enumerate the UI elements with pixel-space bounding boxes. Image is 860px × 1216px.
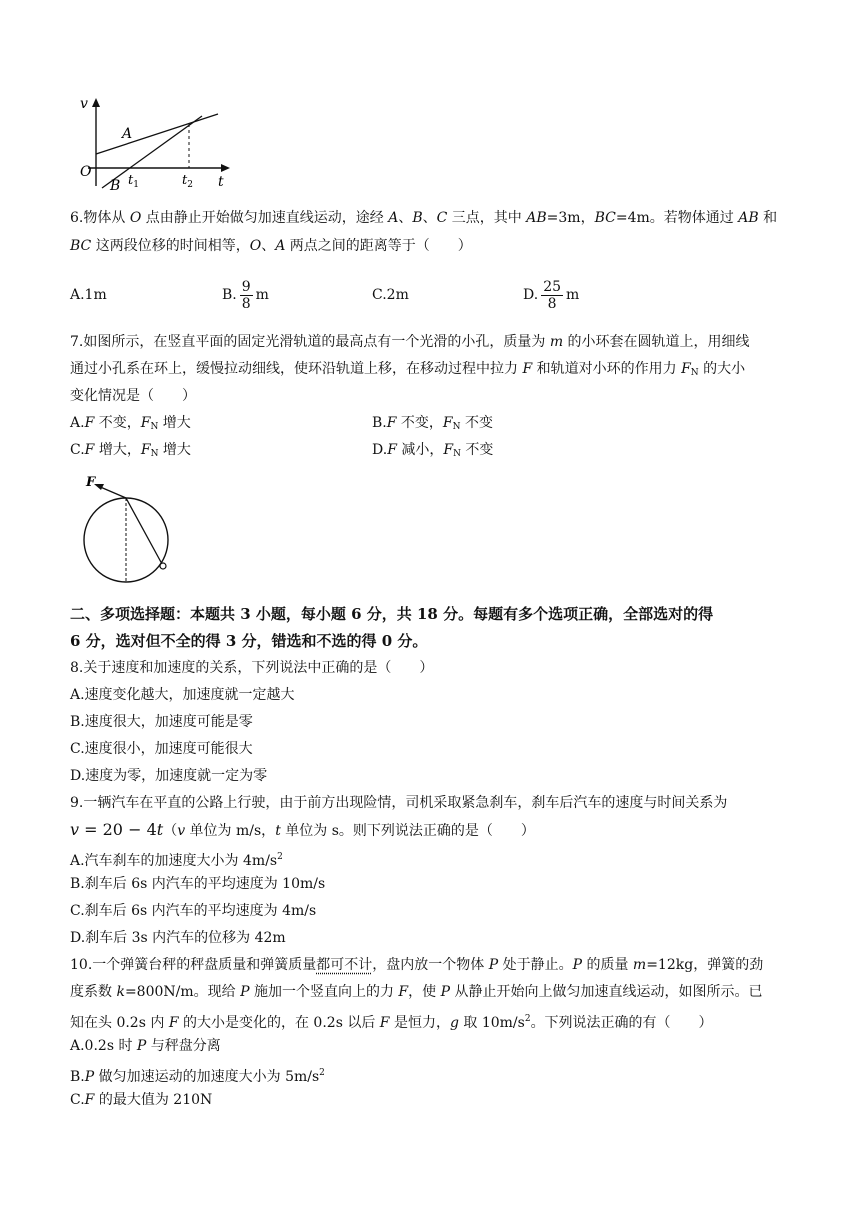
q7-option-a: A.F 不变，$F_N$ 增大	[70, 415, 191, 432]
q7-line-3: 变化情况是（ ）	[70, 388, 196, 404]
line-B-label: B	[110, 178, 121, 192]
q7-option-b: B.F 不变，$F_N$ 不变	[372, 415, 493, 432]
force-F-label: F	[86, 475, 96, 490]
q6-line-1: 6.物体从 O 点由静止开始做匀加速直线运动，途经 A、B、C 三点，其中 AB=3m，BC=4m。若物体通过 AB 和	[70, 210, 778, 226]
q8-option-b: B.速度很大，加速度可能是零	[70, 714, 253, 730]
q10-option-c: C.F 的最大值为 210N	[70, 1092, 213, 1108]
q9-line-1: 9.一辆汽车在平直的公路上行驶，由于前方出现险情，司机采取紧急刹车，刹车后汽车的速度与时间关系为	[70, 795, 728, 811]
q9-option-a: A.汽车刹车的加速度大小为 $4m/s^2$	[70, 852, 283, 869]
q6-option-c: C.2m	[372, 287, 409, 303]
q6-option-a: A.1m	[70, 287, 107, 303]
q8-option-a: A.速度变化越大，加速度就一定越大	[70, 687, 295, 703]
q10-line-1: 10.一个弹簧台秤的秤盘质量和弹簧质量都可不计，盘内放一个物体 P 处于静止。P 的质量 m=12kg，弹簧的劲	[70, 957, 764, 973]
line-A-label: A	[122, 126, 133, 142]
section-2-heading-line-2: 6 分，选对但不全的得 3 分，错选和不选的得 0 分。	[70, 632, 428, 650]
fraction-25-8: $\frac{25}{8}$	[543, 278, 562, 312]
small-ring	[160, 563, 166, 569]
q7-line-2: 通过小孔系在环上，缓慢拉动细线，使环沿轨道上移，在移动过程中拉力 F 和轨道对小环的作用力 $F_N$ 的大小	[70, 361, 746, 378]
q6-option-b: B. $\frac{9}{8}$ m	[222, 278, 269, 312]
q7-line-1: 7.如图所示，在竖直平面的固定光滑轨道的最高点有一个光滑的小孔，质量为 m 的小环套在圆轨道上，用细线	[70, 334, 750, 350]
axis-v-label: v	[80, 96, 88, 112]
q8-stem: 8.关于速度和加速度的关系，下列说法中正确的是（ ）	[70, 660, 434, 676]
q6-line-2: BC 这两段位移的时间相等，O、A 两点之间的距离等于（ ）	[70, 238, 472, 254]
axis-t-label: t	[218, 174, 224, 190]
q9-option-b: B.刹车后 6s 内汽车的平均速度为 10m/s	[70, 876, 326, 892]
q6-option-d: D. $\frac{25}{8}$ m	[523, 278, 580, 312]
v-axis-arrow	[92, 98, 100, 107]
q9-line-2: v = 20 − 4t（v 单位为 m/s，t 单位为 s。则下列说法正确的是（ ）	[70, 820, 535, 839]
pull-force-arrow	[94, 484, 104, 490]
tick-t1-label: $t_1$	[128, 173, 139, 190]
emphasis-dotted: 都可不计	[316, 957, 373, 973]
vt-graph-figure	[78, 96, 238, 192]
string-to-ring	[126, 498, 162, 564]
q8-option-d: D.速度为零，加速度就一定为零	[70, 768, 268, 784]
q8-option-c: C.速度很小，加速度可能很大	[70, 741, 253, 757]
section-2-heading-line-1: 二、多项选择题：本题共 3 小题，每小题 6 分，共 18 分。每题有多个选项正确，全部选对的得	[70, 605, 714, 623]
q10-option-b: B.P 做匀加速运动的加速度大小为 $5m/s^2$	[70, 1068, 325, 1085]
q7-option-d: D.F 减小，$F_N$ 不变	[372, 442, 494, 459]
tick-t2-label: $t_2$	[182, 173, 193, 190]
t-axis-arrow	[221, 164, 230, 172]
q9-option-d: D.刹车后 3s 内汽车的位移为 42m	[70, 930, 286, 946]
fraction-9-8: $\frac{9}{8}$	[241, 278, 251, 312]
q9-option-c: C.刹车后 6s 内汽车的平均速度为 4m/s	[70, 903, 317, 919]
circle-track-figure	[78, 472, 178, 588]
q7-option-c: C.F 增大，$F_N$ 增大	[70, 442, 191, 459]
q10-line-2: 度系数 k=800N/m。现给 P 施加一个竖直向上的力 F，使 P 从静止开始向上做匀加速直线运动，如图所示。已	[70, 984, 763, 1000]
q10-option-a: A.0.2s 时 P 与秤盘分离	[70, 1038, 221, 1054]
origin-label: O	[80, 164, 92, 180]
q10-line-3: 知在头 0.2s 内 F 的大小是变化的，在 0.2s 以后 F 是恒力，g 取 $10m/s^2$。下列说法正确的有（ ）	[70, 1014, 713, 1031]
pull-force-line	[98, 486, 126, 498]
